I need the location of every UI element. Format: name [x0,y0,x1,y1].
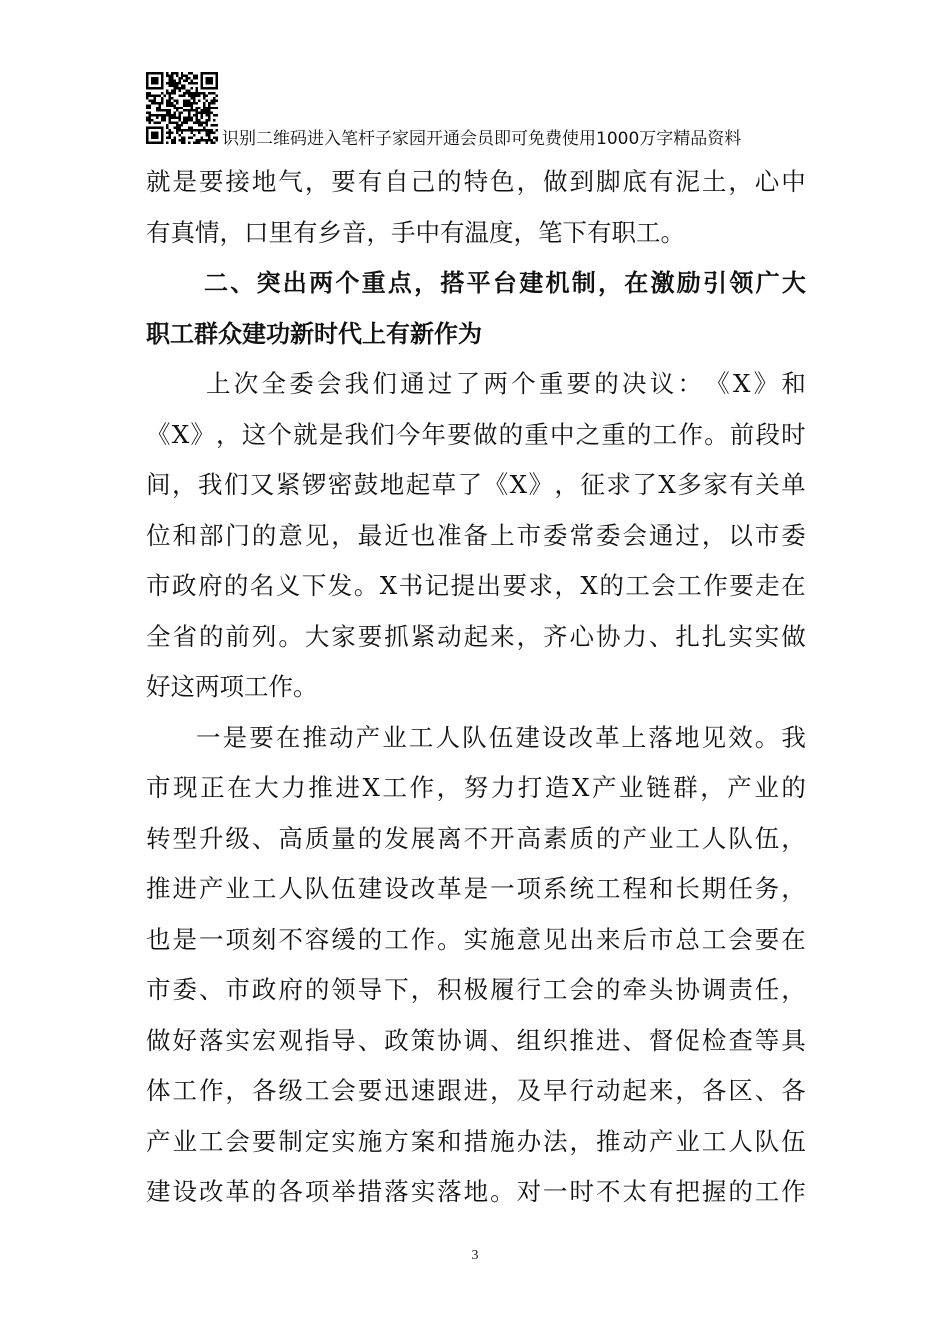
paragraph-line: 一 是 要 在 推 动 产 业 工 人 队 伍 建 设 改 革 上 落 地 见 效 。 我 [196,722,806,752]
paragraph-line: 市 现 正 在 大 力 推 进 X 工 作 ， 努 力 打 造 X 产 业 链 群 ， 产 业 的 [146,773,806,802]
paragraph-line: 好这两项工作。 [146,672,318,701]
paragraph-line: 有真情，口里有乡音，手中有温度，笔下有职工。 [146,217,685,247]
paragraph-line: 推 进 产 业 工 人 队 伍 建 设 改 革 是 一 项 系 统 工 程 和 长 期 任 务 ， [146,874,806,903]
paragraph-line: 市 委 、 市 政 府 的 领 导 下 ， 积 极 履 行 工 会 的 牵 头 协 调 责 任 ， [146,975,806,1004]
page-number: 3 [471,1248,479,1263]
paragraph-line: 也 是 一 项 刻 不 容 缓 的 工 作 。 实 施 意 见 出 来 后 市 总 工 会 要 在 [146,924,806,954]
paragraph-line: 市 政 府 的 名 义 下 发 。 X 书 记 提 出 要 求 ， X 的 工 会 工 作 要 走 在 [146,571,806,600]
paragraph-line: 就 是 要 接 地 气 ， 要 有 自 己 的 特 色 ， 做 到 脚 底 有 泥 土 ， 心 中 [146,167,806,196]
body-text [146,157,806,1218]
section-heading-line: 二 、 突 出 两 个 重 点 ， 搭 平 台 建 机 制 ， 在 激 励 引 领 广 大 [204,269,806,297]
promo-text: 识别二维码进入笔杆子家园开通会员即可免费使用1000万字精品资料 [222,129,742,149]
section-heading-line: 职工群众建功新时代上有新作为 [146,319,482,348]
paragraph-line: 转 型 升 级 、 高 质 量 的 发 展 离 不 开 高 素 质 的 产 业 工 人 队 伍 ， [146,823,806,853]
paragraph-line: 做 好 落 实 宏 观 指 导 、 政 策 协 调 、 组 织 推 进 、 督 促 检 查 等 具 [146,1025,806,1055]
paragraph-line: 体 工 作 ， 各 级 工 会 要 迅 速 跟 进 ， 及 早 行 动 起 来 ， 各 区 、 各 [146,1076,806,1105]
paragraph-line: 全 省 的 前 列 。 大 家 要 抓 紧 动 起 来 ， 齐 心 协 力 、 扎 扎 实 实 做 [146,621,806,651]
paragraph-line: 《 X 》 ， 这 个 就 是 我 们 今 年 要 做 的 重 中 之 重 的 工 作 。 前 段 时 [146,419,806,449]
paragraph-line: 间 ， 我 们 又 紧 锣 密 鼓 地 起 草 了 《 X 》 ， 征 求 了 X 多 家 有 关 单 [146,470,806,499]
qr-code-icon[interactable] [146,72,218,144]
paragraph-line: 上 次 全 委 会 我 们 通 过 了 两 个 重 要 的 决 议 ： 《 X 》 和 [206,369,806,398]
paragraph-line: 建 设 改 革 的 各 项 举 措 落 实 落 地 。 对 一 时 不 太 有 把 握 的 工 作 [146,1177,806,1206]
paragraph-line: 位 和 部 门 的 意 见 ， 最 近 也 准 备 上 市 委 常 委 会 通 过 ， 以 市 委 [146,520,806,550]
paragraph-line: 产 业 工 会 要 制 定 实 施 方 案 和 措 施 办 法 ， 推 动 产 业 工 人 队 伍 [146,1126,806,1156]
